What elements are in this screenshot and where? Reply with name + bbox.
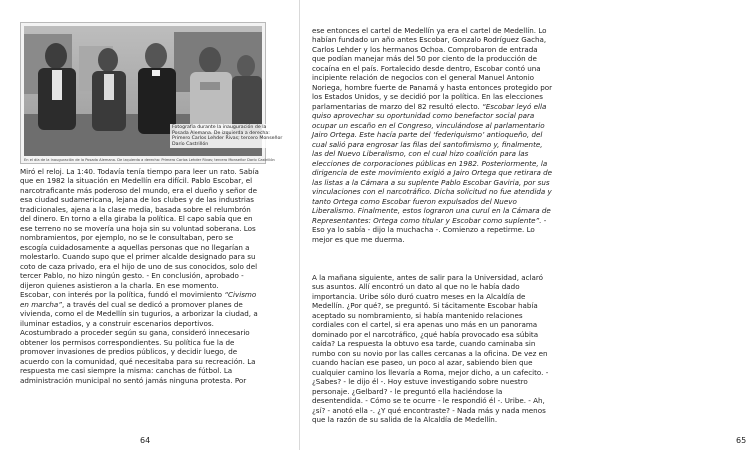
right-para1-plain: ese entonces el cartel de Medellín ya era el cartel de Medellín. Lo habían fundado un año antes Escobar, Gonzalo Rodríguez Gacha, Carlos Lehder y los hermanos Ochoa. Comprobaron de entrada que podían manejar más del 50 por ciento de la producción de cocaína en el país. Fortalecido desde dentro, Escobar contó una incipiente relación de negocios con el general Manuel Antonio Noriega, hombre fuerte de Panamá y hasta entonces protegido por los Estados Unidos, y se decidió por la política. En las elecciones parlamentarias de marzo del 82 resultó electo. — [312, 26, 553, 111]
photo-inner-caption: En el día de la inauguración de la Posada Alemana. De izquierda a derecha: Primero Carlos Lehder Rivas; tercero Monseñor Darío Castrillón — [24, 158, 275, 162]
page-number-left: 64 — [140, 436, 151, 445]
left-text-before-italic: Miró el reloj. La 1:40. Todavía tenía tiempo para leer un rato. Sabía que en 1982 la situación en Medellín era difícil. Pablo Escobar, el narcotraficante más poderoso del mundo, era el dueño y señor de esa ciudad sudamericana, lejana de los clubes y de las industrias tradicionales, ajena a la clase media, basada sobre el relumbrón del dinero. En torno a ella giraba la política. El capo sabía que en ese terreno no se movería una hoja sin su voluntad soberana. Los nombramientos, por ejemplo, no se le consultaban, pero se escogía cuidadosamente a aquellas personas que no llegarían a molestarlo. Cuando supo que el primer alcalde designado para su coto de caza privado, era el hijo de uno de sus conocidos, solo del tercer Pablo, no hizo ningún gesto. - En conclusión, aprobado - dijeron quienes asistieron a la charla. En ese momento. Escobar, con interés por la política, fundó el movimiento — [20, 167, 259, 300]
left-text-after-italic: , a través del cual se dedicó a promover planes de vivienda, como el de Medellín sin tugurios, a arborizar la ciudad, a iluminar estadios, y a construir escenarios deportivos. Acostumbrado a proceder según su gana, consideró innecesario obtener los permisos correspondientes. Su política fue la de promover invasiones de predios públicos, y decidir luego, de acuerdo con la comunidad, qué necesitaba para su recreación. La respuesta me casi siempre la misma: canchas de fútbol. La administración municipal no sentó jamás ninguna protesta. Por — [20, 299, 258, 385]
right-para1-tail: - Eso ya lo sabía - dijo la muchacha -. Comienzo a repetirme. Lo mejor es que me duerma. — [312, 215, 547, 244]
page-number-right: 65 — [736, 436, 746, 445]
left-body-text — [20, 167, 286, 385]
left-page — [0, 0, 300, 450]
photo-caption: Fotografía durante la inauguración de la Posada Alemana. De izquierda a derecha: Primero Carlos Lehder Rivas; tercero Monseñor Darío Castrillón — [170, 124, 286, 148]
right-paragraph-1 — [312, 26, 574, 244]
left-text-italic-phrase: “Civismo en marcha” — [20, 290, 257, 309]
right-para1-quote: “Escobar leyó ella quiso aprovechar su oportunidad como benefactor social para ocupar un escaño en el Congreso, vinculándose al parlamentario Jairo Ortega. Este hacía parte del ‘federiquismo’ antioqueño, del cual salió para engrosar las filas del santofimismo y, finalmente, las del Nuevo Liberalismo, con el cual hizo coalición para las elecciones de corporaciones públicas en 1982. Posteriormente, la dirigencia de este movimiento exigió a Jairo Ortega que retirara de las listas a la Cámara a su suplente Pablo Escobar Gaviria, por sus vinculaciones con el narcotráfico. Dicha solicitud no fue atendida y tanto Ortega como Escobar fueron expulsados del Nuevo Liberalismo. Finalmente, estos lograron una curul en la Cámara de Representantes: Ortega como titular y Escobar como suplente”. — [312, 101, 553, 225]
right-page — [300, 0, 746, 450]
right-paragraph-2: A la mañana siguiente, antes de salir para la Universidad, aclaró sus asuntos. Allí encontró un dato al que no le había dado importancia. Uribe sólo duró cuatro meses en la Alcaldía de Medellín. ¿Por qué?, se preguntó. Si tácitamente Escobar había aceptado su nombramiento, si había mantenido relaciones cordiales con el cartel, si era apenas uno más en un panorama dominado por el narcotráfico, ¿qué había provocado esa súbita caída? La respuesta la obtuvo esa tarde, cuando caminaba sin rumbo con su novio por las calles cercanas a la oficina. De vez en cuando hacían ese paseo, un poco al azar, sabiendo bien que cualquier camino los llevaría a Roma, mejor dicho, a un cafecito. - ¿Sabes? - le dijo él -. Hoy estuve investigando sobre nuestro personaje. ¿Gelbard? - le preguntó ella haciéndose la desentendida. - Cómo se te ocurre - le respondió él -. Uribe. - Ah, ¿sí? - anotó ella -. ¿Y qué encontraste? - Nada más y nada menos que la razón de su salida de la Alcaldía de Medellín. — [312, 273, 549, 425]
